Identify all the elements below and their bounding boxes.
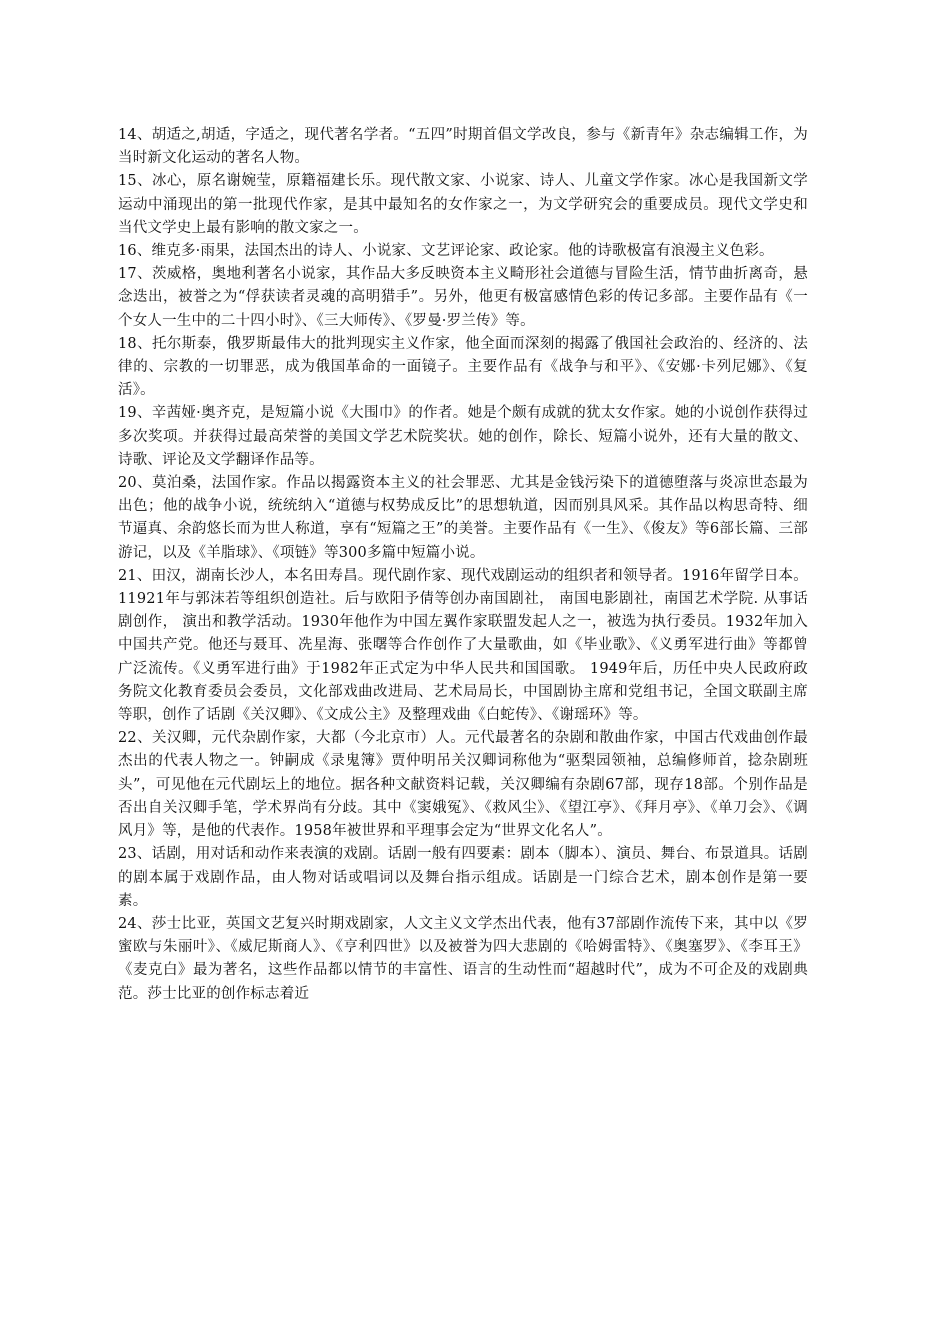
entry-14-hu-shi: 14、胡适之,胡适，字适之，现代著名学者。“五四”时期首倡文学改良，参与《新青年》杂志编辑工作，为当时新文化运动的著名人物。 [118, 127, 808, 167]
entry-18-tolstoy: 18、托尔斯泰，俄罗斯最伟大的批判现实主义作家，他全面而深刻的揭露了俄国社会政治的、经济的、法律的、宗教的一切罪恶，成为俄国革命的一面镜子。主要作品有《战争与和平》、《安娜·卡列尼娜》、《复活》。 [118, 335, 808, 399]
entry-16-victor-hugo: 16、维克多·雨果，法国杰出的诗人、小说家、文艺评论家、政论家。他的诗歌极富有浪漫主义色彩。 [118, 243, 774, 260]
entry-24-shakespeare: 24、莎士比亚，英国文艺复兴时期戏剧家，人文主义文学杰出代表，他有37部剧作流传下来，其中以《罗蜜欧与朱丽叶》、《威尼斯商人》、《亨利四世》以及被誉为四大悲剧的《哈姆雷特》、《奥塞罗》、《李耳王》《麦克白》最为著名，这些作品都以情节的丰富性、语言的生动性而“超越时代”，成为不可企及的戏剧典范。莎士比亚的创作标志着近 [118, 915, 808, 1002]
entry-22-guan-hanqing: 22、关汉卿，元代杂剧作家，大都（今北京市）人。元代最著名的杂剧和散曲作家，中国古代戏曲创作最杰出的代表人物之一。钟嗣成《录鬼簿》贾仲明吊关汉卿词称他为“驱梨园领袖，总编修师首，捻杂剧班头”，可见他在元代剧坛上的地位。据各种文献资料记载，关汉卿编有杂剧67部，现存18部。个别作品是否出自关汉卿手笔，学术界尚有分歧。其中《窦娥冤》、《救风尘》、《望江亭》、《拜月亭》、《单刀会》、《调风月》等，是他的代表作。1958年被世界和平理事会定为“世界文化名人”。 [118, 730, 808, 840]
entry-21-tian-han: 21、田汉，湖南长沙人，本名田寿昌。现代剧作家、现代戏剧运动的组织者和领导者。1916年留学日本。11921年与郭沫若等组织创造社。后与欧阳予倩等创办南国剧社， 南国电影剧社，南国艺术学院. 从事话剧创作， 演出和教学活动。1930年他作为中国左翼作家联盟发起人之一，被选为执行委员。1932年加入中国共产党。他还与聂耳、冼星海、张曙等合作创作了大量歌曲，如《毕业歌》、《义勇军进行曲》等都曾广泛流传。《义勇军进行曲》于1982年正式定为中华人民共和国国歌。 1949年后，历任中央人民政府政务院文化教育委员会委员，文化部戏曲改进局、艺术局局长，中国剧协主席和党组书记，全国文联副主席等职，创作了话剧《关汉卿》、《文成公主》及整理戏曲《白蛇传》、《谢瑶环》等。 [118, 567, 808, 724]
document-body [118, 124, 808, 1006]
entry-23-drama: 23、话剧，用对话和动作来表演的戏剧。话剧一般有四要素：剧本（脚本）、演员、舞台、布景道具。话剧的剧本属于戏剧作品，由人物对话或唱词以及舞台指示组成。话剧是一门综合艺术，剧本创作是第一要素。 [118, 846, 808, 909]
entry-20-maupassant: 20、莫泊桑，法国作家。作品以揭露资本主义的社会罪恶、尤其是金钱污染下的道德堕落与炎凉世态最为出色；他的战争小说，统统纳入“道德与权势成反比”的思想轨道，因而别具风采。其作品以构思奇特、细节逼真、余韵悠长而为世人称道，享有“短篇之王”的美誉。主要作品有《一生》、《俊友》等6部长篇、三部游记，以及《羊脂球》、《项链》等300多篇中短篇小说。 [118, 475, 808, 561]
entry-15-bing-xin: 15、冰心，原名谢婉莹，原籍福建长乐。现代散文家、小说家、诗人、儿童文学作家。冰心是我国新文学运动中涌现出的第一批现代作家，是其中最知名的女作家之一，为文学研究会的重要成员。现代文学史和当代文学史上最有影响的散文家之一。 [118, 173, 808, 236]
entry-19-ozick: 19、辛茜娅·奥齐克，是短篇小说《大围巾》的作者。她是个颇有成就的犹太女作家。她的小说创作获得过多次奖项。并获得过最高荣誉的美国文学艺术院奖状。她的创作，除长、短篇小说外，还有大量的散文、诗歌、评论及文学翻译作品等。 [118, 405, 808, 468]
entry-17-zweig: 17、茨威格，奥地利著名小说家，其作品大多反映资本主义畸形社会道德与冒险生活，情节曲折离奇，悬念迭出，被誉之为“俘获读者灵魂的高明猎手”。另外，他更有极富感情色彩的传记多部。主要作品有《一个女人一生中的二十四小时》、《三大师传》、《罗曼·罗兰传》等。 [118, 266, 808, 329]
